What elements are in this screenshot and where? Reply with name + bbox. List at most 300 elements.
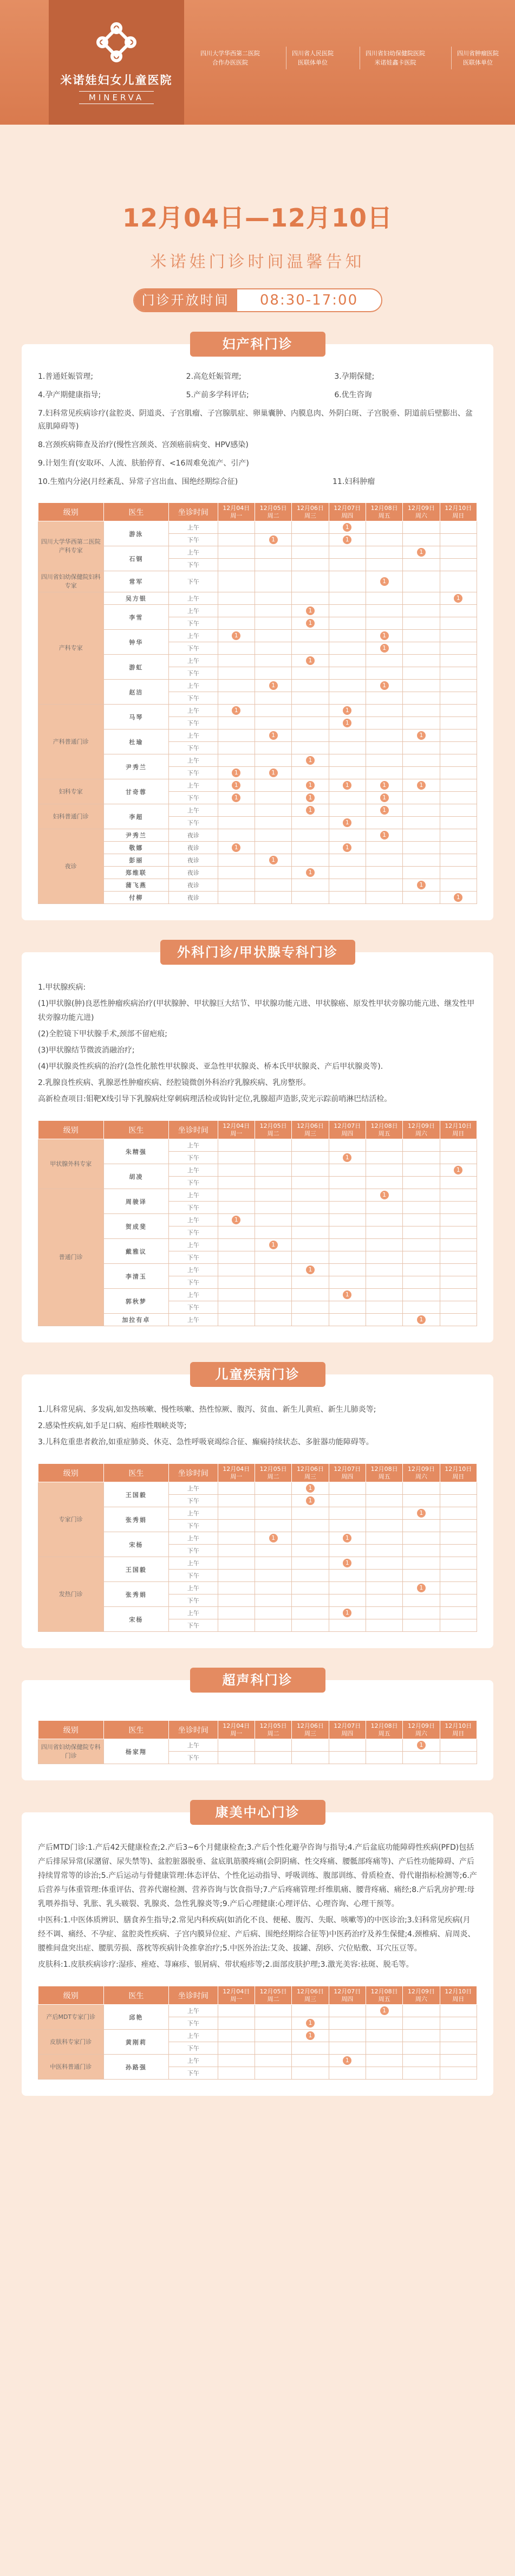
on-duty-dot: 1 [380, 644, 389, 653]
service-item: 2.高危妊娠管理; [186, 372, 242, 381]
schedule-cell [440, 1214, 477, 1226]
schedule-cell [255, 2042, 291, 2055]
schedule-cell [440, 842, 477, 854]
level-cell: 中医科普通门诊 [38, 2055, 104, 2080]
time-slot: 下午 [169, 617, 218, 630]
time-slot: 下午 [169, 559, 218, 571]
schedule-cell [403, 829, 440, 842]
time-slot: 下午 [169, 642, 218, 655]
schedule-cell [366, 1214, 402, 1226]
doctor-name: 胡凌 [103, 1164, 169, 1189]
schedule-cell [366, 729, 402, 742]
service-item: 8.宫颈疾病筛查及治疗(慢性宫颈炎、宫颈癌前病变、HPV感染) [38, 441, 249, 449]
schedule-cell [366, 854, 402, 867]
schedule-cell [403, 879, 440, 892]
service-item: 1.普通妊娠管理; [38, 372, 94, 381]
department-card [22, 1680, 493, 1780]
on-duty-dot: 1 [232, 793, 240, 802]
schedule-cell [403, 742, 440, 754]
partner-item: 四川省妇幼保健院医院 米诺娃鑫卡医院 [360, 47, 431, 69]
schedule-cell [403, 1607, 440, 1619]
schedule-cell [440, 680, 477, 692]
table-row [38, 1532, 477, 1545]
schedule-cell [255, 1139, 291, 1152]
schedule-cell [440, 1239, 477, 1251]
table-row [38, 854, 477, 867]
table-row [38, 1264, 477, 1276]
schedule-cell [329, 1189, 366, 1202]
schedule-cell [329, 1482, 366, 1495]
level-cell: 产科普通门诊 [38, 705, 104, 779]
time-slot: 上午 [169, 1189, 218, 1202]
schedule-cell [292, 2055, 329, 2067]
schedule-cell [403, 1202, 440, 1214]
column-header-day: 12月04日 周一 [218, 1721, 255, 1739]
on-duty-dot: 1 [269, 856, 278, 864]
schedule-cell [255, 804, 291, 817]
on-duty-dot: 1 [306, 2031, 315, 2040]
level-cell: 妇科专家 [38, 779, 104, 804]
schedule-cell [218, 521, 255, 534]
schedule-cell [329, 1314, 366, 1326]
schedule-cell [329, 1739, 366, 1752]
doctor-name: 张秀娟 [103, 1507, 169, 1532]
time-slot: 下午 [169, 742, 218, 754]
on-duty-dot: 1 [306, 806, 315, 815]
schedule-cell [440, 2067, 477, 2080]
schedule-cell [255, 1152, 291, 1164]
schedule-cell [329, 1520, 366, 1532]
schedule-cell [218, 767, 255, 779]
table-row [38, 1189, 477, 1202]
on-duty-dot: 1 [306, 2019, 315, 2028]
schedule-cell [329, 1594, 366, 1607]
schedule-cell [292, 534, 329, 546]
schedule-cell [329, 667, 366, 680]
schedule-cell [366, 680, 402, 692]
schedule-cell [403, 1264, 440, 1276]
schedule-cell [329, 1607, 366, 1619]
schedule-cell [255, 754, 291, 767]
schedule-cell [218, 1545, 255, 1557]
schedule-cell [366, 605, 402, 617]
schedule-cell [440, 1152, 477, 1164]
schedule-cell [366, 817, 402, 829]
column-header-level: 级别 [38, 1721, 104, 1739]
on-duty-dot: 1 [417, 1315, 426, 1324]
schedule-cell [218, 617, 255, 630]
on-duty-dot: 1 [343, 1290, 351, 1299]
on-duty-dot: 1 [269, 1534, 278, 1542]
schedule-cell [403, 1507, 440, 1520]
schedule-cell [218, 605, 255, 617]
doctor-name: 郑维联 [103, 867, 169, 879]
schedule-cell [292, 521, 329, 534]
schedule-cell [329, 2042, 366, 2055]
schedule-cell [440, 1301, 477, 1314]
schedule-cell [440, 630, 477, 642]
on-duty-dot: 1 [306, 1484, 315, 1493]
schedule-cell [218, 1264, 255, 1276]
service-paragraph: 中医科:1.中医体质辨识、膳食养生指导;2.常见内科疾病(如消化不良、便秘、腹泻、失眠、咳嗽等)的中医诊治;3.妇科常见疾病(月经不调、痛经、不孕症、盆腔炎性疾病、子宫内膜异位症、产后病、围绝经期综合征等)中医药治疗及养生保健;4.颈椎病、肩周炎、腰椎间盘突出症、腰肌劳损、落枕等疾病针灸推拿治疗;5.中医外治法:艾灸、拔罐、刮痧、穴位贴敷、耳穴压豆等。 [38, 1916, 475, 1953]
doctor-name: 尹秀兰 [103, 754, 169, 779]
schedule-cell [403, 1289, 440, 1301]
schedule-cell [366, 1520, 402, 1532]
section-title: 超声科门诊 [190, 1668, 325, 1693]
column-header-day: 12月09日 周六 [403, 1121, 440, 1139]
schedule-cell [403, 1532, 440, 1545]
on-duty-dot: 1 [343, 1534, 351, 1542]
schedule-cell [255, 1164, 291, 1177]
schedule-table [38, 1720, 477, 1764]
service-paragraph: (3)甲状腺结节微波消融治疗; [38, 1046, 135, 1055]
time-slot: 上午 [169, 1264, 218, 1276]
schedule-cell [255, 1251, 291, 1264]
schedule-cell [255, 1545, 291, 1557]
schedule-cell [366, 1314, 402, 1326]
service-paragraph: (4)甲状腺炎性疾病的治疗(急性化脓性甲状腺炎、亚急性甲状腺炎、桥本氏甲状腺炎、产后甲状腺炎等). [38, 1062, 383, 1071]
time-slot: 上午 [169, 1139, 218, 1152]
schedule-cell [329, 767, 366, 779]
schedule-cell [440, 1251, 477, 1264]
department-card [22, 1374, 493, 1648]
schedule-cell [218, 842, 255, 854]
table-row [38, 630, 477, 642]
partner-item: 四川省肿瘤医院 医联体单位 [451, 47, 504, 69]
schedule-cell [366, 742, 402, 754]
schedule-cell [292, 1507, 329, 1520]
schedule-cell [440, 1507, 477, 1520]
schedule-cell [366, 1752, 402, 1764]
schedule-cell [329, 717, 366, 729]
schedule-cell [255, 1289, 291, 1301]
schedule-cell [329, 742, 366, 754]
column-header-day: 12月04日 周一 [218, 503, 255, 521]
schedule-cell [366, 546, 402, 559]
schedule-cell [403, 2067, 440, 2080]
column-header-day: 12月10日 周日 [440, 1721, 477, 1739]
schedule-cell [255, 879, 291, 892]
department-card [22, 344, 493, 920]
column-header-day: 12月09日 周六 [403, 1986, 440, 2005]
schedule-cell [403, 754, 440, 767]
schedule-cell [329, 1276, 366, 1289]
level-cell: 发热门诊 [38, 1557, 104, 1632]
doctor-name: 甘奇蓉 [103, 779, 169, 804]
schedule-cell [292, 1495, 329, 1507]
time-slot: 下午 [169, 2017, 218, 2030]
schedule-cell [292, 1752, 329, 1764]
column-header-doctor: 医生 [103, 503, 169, 521]
schedule-cell [403, 1189, 440, 1202]
table-header-row [38, 1464, 477, 1482]
schedule-cell [329, 867, 366, 879]
schedule-cell [255, 692, 291, 705]
doctor-name: 李雪 [103, 605, 169, 630]
schedule-cell [218, 829, 255, 842]
opening-hours-value: 08:30-17:00 [259, 292, 358, 308]
on-duty-dot: 1 [343, 843, 351, 852]
doctor-name: 马琴 [103, 705, 169, 729]
schedule-cell [403, 2055, 440, 2067]
on-duty-dot: 1 [343, 1609, 351, 1617]
on-duty-dot: 1 [232, 843, 240, 852]
schedule-cell [366, 1177, 402, 1189]
time-slot: 下午 [169, 1301, 218, 1314]
schedule-cell [366, 867, 402, 879]
level-cell: 普通门诊 [38, 1189, 104, 1326]
schedule-cell [366, 667, 402, 680]
schedule-cell [255, 854, 291, 867]
schedule-cell [366, 1607, 402, 1619]
schedule-cell [255, 1557, 291, 1570]
column-header-day: 12月06日 周三 [292, 503, 329, 521]
time-slot: 上午 [169, 1289, 218, 1301]
schedule-cell [255, 2055, 291, 2067]
schedule-cell [403, 605, 440, 617]
schedule-cell [403, 1557, 440, 1570]
doctor-name: 游虹 [103, 655, 169, 680]
schedule-cell [440, 804, 477, 817]
schedule-cell [292, 717, 329, 729]
schedule-cell [403, 1251, 440, 1264]
time-slot: 上午 [169, 754, 218, 767]
schedule-cell [366, 1139, 402, 1152]
schedule-cell [403, 1739, 440, 1752]
schedule-cell [292, 680, 329, 692]
schedule-cell [255, 2005, 291, 2017]
schedule-cell [329, 892, 366, 904]
schedule-cell [218, 879, 255, 892]
schedule-cell [366, 1152, 402, 1164]
column-header-day: 12月05日 周二 [255, 1721, 291, 1739]
schedule-cell [366, 1619, 402, 1632]
doctor-name: 王国毅 [103, 1557, 169, 1582]
schedule-cell [440, 1482, 477, 1495]
on-duty-dot: 1 [454, 594, 462, 603]
schedule-cell [218, 705, 255, 717]
schedule-cell [292, 705, 329, 717]
schedule-cell [403, 534, 440, 546]
schedule-cell [255, 1507, 291, 1520]
time-slot: 上午 [169, 1164, 218, 1177]
schedule-cell [255, 2017, 291, 2030]
schedule-cell [366, 1557, 402, 1570]
table-row [38, 1507, 477, 1520]
schedule-cell [218, 1226, 255, 1239]
schedule-cell [366, 1202, 402, 1214]
schedule-cell [403, 767, 440, 779]
schedule-cell [440, 1739, 477, 1752]
time-slot: 上午 [169, 1739, 218, 1752]
doctor-name: 游泳 [103, 521, 169, 546]
schedule-cell [403, 521, 440, 534]
schedule-cell [255, 705, 291, 717]
service-paragraph: 2.感染性疾病,如手足口病、疱疹性咽峡炎等; [38, 1422, 187, 1430]
schedule-cell [366, 534, 402, 546]
schedule-cell [329, 1177, 366, 1189]
schedule-cell [329, 1752, 366, 1764]
schedule-cell [292, 779, 329, 792]
level-cell: 甲状腺外科专家 [38, 1139, 104, 1189]
column-header-day: 12月05日 周二 [255, 1464, 291, 1482]
schedule-cell [255, 792, 291, 804]
service-paragraph: 2.乳腺良性疾病、乳腺恶性肿瘤疾病、经腔镜微创外科治疗乳腺疾病、乳房整形。 [38, 1079, 311, 1087]
schedule-cell [440, 2055, 477, 2067]
on-duty-dot: 1 [454, 893, 462, 902]
table-row [38, 655, 477, 667]
schedule-cell [255, 1594, 291, 1607]
schedule-cell [218, 1177, 255, 1189]
schedule-cell [255, 1214, 291, 1226]
page-title: 米诺娃门诊时间温馨告知 [150, 253, 365, 272]
schedule-cell [403, 842, 440, 854]
schedule-cell [329, 879, 366, 892]
schedule-cell [218, 1301, 255, 1314]
schedule-cell [255, 1314, 291, 1326]
partner-list [195, 47, 504, 69]
schedule-cell [366, 1594, 402, 1607]
schedule-cell [292, 1152, 329, 1164]
schedule-cell [292, 1139, 329, 1152]
schedule-cell [292, 1251, 329, 1264]
schedule-cell [255, 1301, 291, 1314]
schedule-cell [440, 1177, 477, 1189]
schedule-cell [218, 534, 255, 546]
schedule-cell [255, 829, 291, 842]
schedule-cell [255, 630, 291, 642]
schedule-cell [403, 2005, 440, 2017]
schedule-cell [292, 667, 329, 680]
schedule-cell [255, 1739, 291, 1752]
doctor-name: 吴方银 [103, 592, 169, 605]
schedule-cell [329, 1582, 366, 1594]
schedule-cell [292, 1607, 329, 1619]
doctor-name: 尹秀兰 [103, 829, 169, 842]
time-slot: 下午 [169, 2067, 218, 2080]
schedule-cell [218, 559, 255, 571]
schedule-cell [292, 2067, 329, 2080]
schedule-cell [292, 804, 329, 817]
schedule-cell [255, 667, 291, 680]
on-duty-dot: 1 [454, 1166, 462, 1174]
schedule-cell [218, 1570, 255, 1582]
schedule-cell [218, 892, 255, 904]
on-duty-dot: 1 [269, 681, 278, 690]
schedule-cell [255, 1276, 291, 1289]
schedule-cell [218, 2005, 255, 2017]
column-header-level: 级别 [38, 1464, 104, 1482]
schedule-cell [366, 842, 402, 854]
schedule-cell [366, 592, 402, 605]
schedule-cell [292, 767, 329, 779]
schedule-cell [292, 1545, 329, 1557]
on-duty-dot: 1 [232, 1216, 240, 1224]
on-duty-dot: 1 [343, 535, 351, 544]
schedule-cell [292, 592, 329, 605]
schedule-cell [292, 742, 329, 754]
schedule-cell [218, 804, 255, 817]
table-row [38, 754, 477, 767]
schedule-cell [366, 1276, 402, 1289]
column-header-day: 12月10日 周日 [440, 1986, 477, 2005]
service-item: 10.生殖内分泌(月经紊乱、异常子宫出血、围绝经期综合征) [38, 477, 238, 486]
table-row [38, 867, 477, 879]
doctor-name: 张秀娟 [103, 1582, 169, 1607]
schedule-table [38, 1986, 477, 2080]
schedule-cell [255, 592, 291, 605]
schedule-cell [218, 1739, 255, 1752]
schedule-cell [403, 2042, 440, 2055]
schedule-cell [292, 546, 329, 559]
column-header-day: 12月10日 周日 [440, 1464, 477, 1482]
schedule-cell [440, 2017, 477, 2030]
column-header-day: 12月06日 周三 [292, 1721, 329, 1739]
schedule-cell [329, 1152, 366, 1164]
schedule-cell [218, 1482, 255, 1495]
time-slot: 下午 [169, 667, 218, 680]
department-sections [0, 332, 515, 2096]
doctor-name: 贺成斐 [103, 1214, 169, 1239]
on-duty-dot: 1 [343, 1559, 351, 1567]
column-header-day: 12月07日 周四 [329, 1986, 366, 2005]
schedule-cell [403, 1495, 440, 1507]
schedule-cell [403, 1570, 440, 1582]
column-header-day: 12月08日 周五 [366, 1121, 402, 1139]
schedule-cell [329, 1619, 366, 1632]
schedule-cell [403, 1582, 440, 1594]
schedule-cell [440, 1594, 477, 1607]
schedule-cell [292, 571, 329, 592]
logo-name: 米诺娃妇女儿童医院 [60, 74, 173, 87]
table-row [38, 1289, 477, 1301]
doctor-name: 加拉有卓 [103, 1314, 169, 1326]
column-header-day: 12月06日 周三 [292, 1986, 329, 2005]
time-slot: 夜诊 [169, 879, 218, 892]
schedule-cell [440, 2005, 477, 2017]
schedule-cell [255, 767, 291, 779]
schedule-cell [440, 571, 477, 592]
schedule-cell [329, 754, 366, 767]
table-row [38, 1214, 477, 1226]
time-slot: 夜诊 [169, 842, 218, 854]
on-duty-dot: 1 [306, 793, 315, 802]
table-row [38, 1582, 477, 1594]
on-duty-dot: 1 [380, 2006, 389, 2015]
column-header-day: 12月07日 周四 [329, 1121, 366, 1139]
doctor-name: 朱精强 [103, 1139, 169, 1164]
service-paragraph: 产后MTD门诊:1.产后42天健康检查;2.产后3~6个月健康检查;3.产后个性化避孕咨询与指导;4.产后盆底功能障碍性疾病(PFD)包括产后排尿异常(尿潴留、尿失禁等)、盆腔脏器脱垂、盆底肌筋膜疼痛(会阴阴痛、性交疼痛、腰骶部疼痛等)、产后性功能障碍、产后持续胃常等的诊治;5.产后运动与骨健康管理:体态评估、个性化运动指导、呼吸训练、腹部训练、骨质检查、骨代谢指标检测等;6.产后营养与体重管理:体重评估、营养代谢检测、营养咨询与饮食指导;7.产后疼痛管理:纤维肌痛、腰背疼痛、痛经;8.产后乳房护理:母乳喂养指导、乳胀、乳头皲裂、乳腺炎、急性乳腺炎等;9.产后心理健康:心理评估、心理咨询、心理干预等。 [38, 1843, 477, 1908]
time-slot: 上午 [169, 1582, 218, 1594]
schedule-cell [292, 1202, 329, 1214]
on-duty-dot: 1 [306, 656, 315, 665]
schedule-cell [255, 892, 291, 904]
time-slot: 下午 [169, 1251, 218, 1264]
schedule-cell [292, 854, 329, 867]
doctor-name: 钟华 [103, 630, 169, 655]
column-header-day: 12月08日 周五 [366, 1721, 402, 1739]
schedule-cell [329, 1545, 366, 1557]
doctor-name: 宋杨 [103, 1607, 169, 1632]
schedule-cell [218, 1202, 255, 1214]
time-slot: 下午 [169, 1276, 218, 1289]
schedule-cell [292, 829, 329, 842]
table-row [38, 1314, 477, 1326]
schedule-cell [366, 2005, 402, 2017]
time-slot: 夜诊 [169, 867, 218, 879]
schedule-cell [329, 1557, 366, 1570]
schedule-cell [440, 717, 477, 729]
